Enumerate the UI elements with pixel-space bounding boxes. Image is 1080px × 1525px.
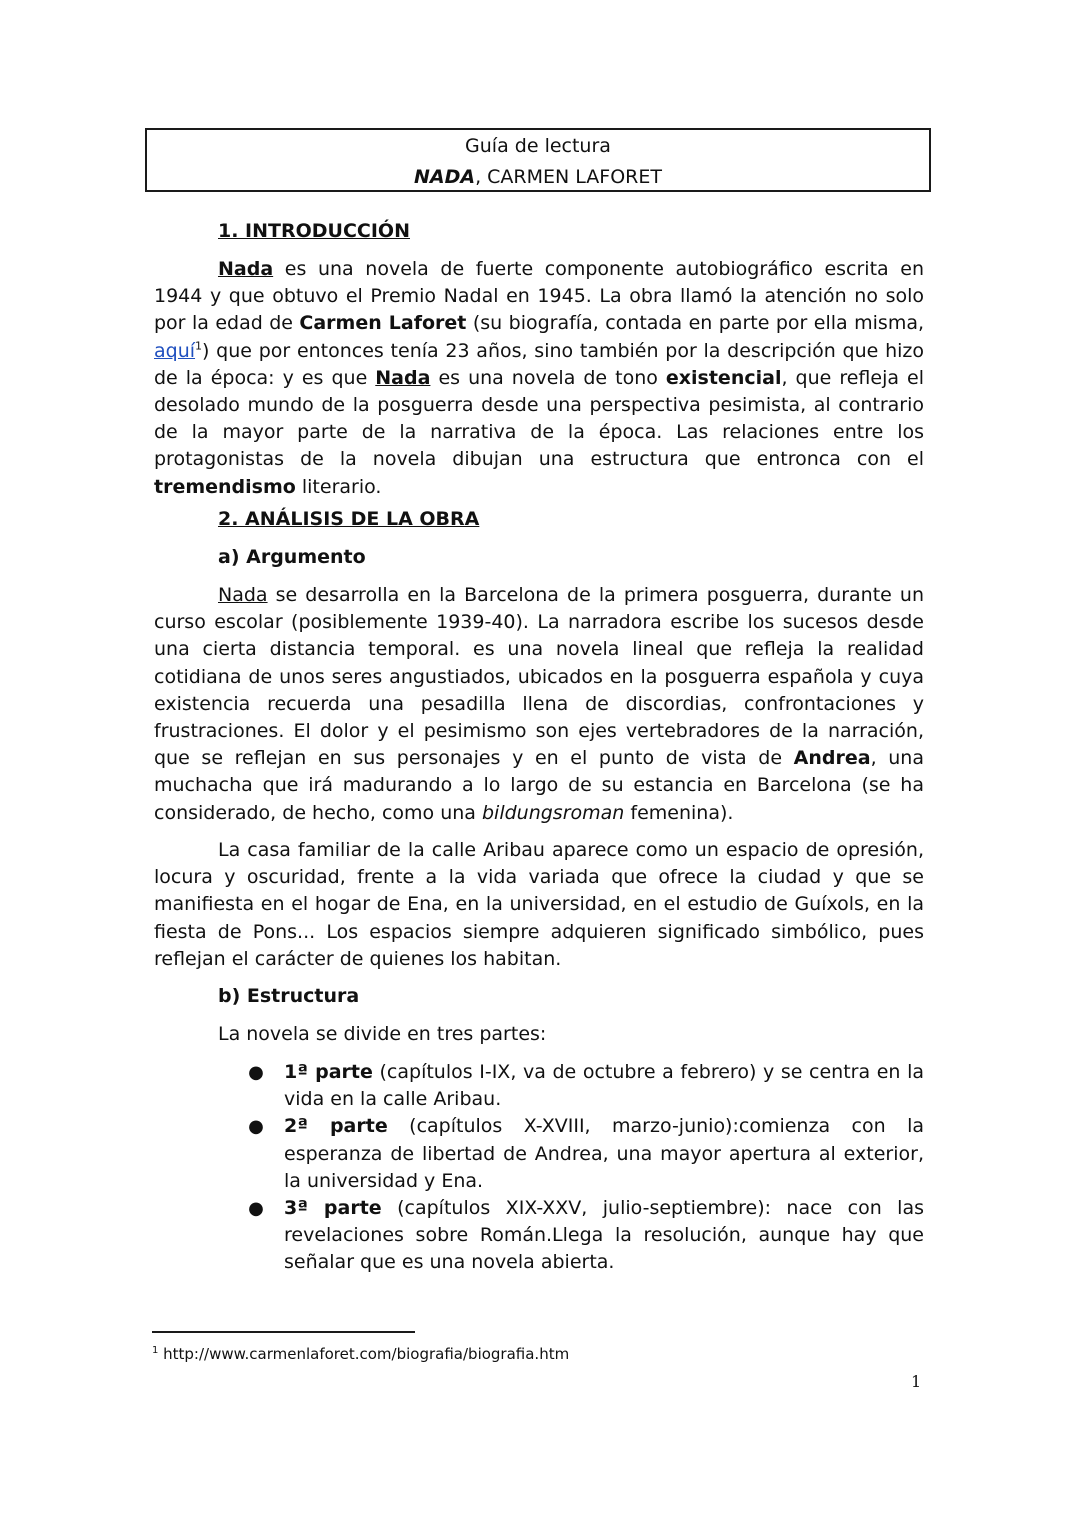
novel-title: Nada	[218, 258, 274, 280]
bullet-icon: ●	[248, 1116, 264, 1138]
text-span: se desarrolla en la Barcelona de la primera posguerra, durante un curso escolar (posiblemente 1939-40). La narradora escribe los sucesos desde una cierta distancia temporal. es una novela lineal que refleja la realidad cotidiana de unos seres angustiados, ubicados en la posguerra española y cuya existencia recuerda una pesadilla llena de discordias, confrontaciones y frustraciones. El dolor y el pesimismo son ejes vertebradores de la narración, que se reflejan en sus personajes y en el punto de vista de	[154, 584, 924, 770]
intro-paragraph	[154, 256, 924, 501]
text-span: es una novela de fuerte componente autobiográfico escrita en 1944 y que obtuvo el Premio Nadal en 1945. La obra llamó la atención no solo por la edad de	[154, 258, 924, 335]
term-bildungsroman: bildungsroman	[481, 801, 625, 824]
footnote-url[interactable]: http://www.carmenlaforet.com/biografia/biografia.htm	[158, 1345, 570, 1363]
bullet-icon: ●	[248, 1062, 264, 1083]
character-andrea: Andrea	[793, 747, 871, 770]
text-span: literario.	[295, 475, 382, 498]
footnote	[152, 1344, 569, 1364]
footnote-ref[interactable]: 1	[195, 339, 203, 353]
argument-paragraph	[154, 582, 924, 827]
novel-title: Nada	[375, 366, 431, 389]
part-label: 2ª parte	[284, 1115, 388, 1138]
list-item	[248, 1059, 924, 1113]
section-heading-introduccion: 1. INTRODUCCIÓN	[218, 220, 410, 242]
biography-link[interactable]: aquí	[154, 339, 196, 362]
book-author: , CARMEN LAFORET	[475, 166, 662, 188]
part-description: (capítulos X-XVIII, marzo-junio):comienza con la esperanza de libertad de Andrea, una mayor apertura al exterior, la universidad y Ena.	[284, 1115, 925, 1192]
part-description: (capítulos XIX-XXV, julio-septiembre): nace con las revelaciones sobre Román.Llega la resolución, aunque hay que señalar que es una novela abierta.	[284, 1197, 925, 1274]
text-span: , una muchacha que irá madurando a lo largo de su estancia en Barcelona (se ha considerado, de hecho, como una	[154, 747, 924, 824]
footnote-number: 1	[152, 1345, 159, 1356]
keyword-tremendismo: tremendismo	[154, 475, 296, 498]
keyword-existencial: existencial	[665, 366, 782, 389]
spaces-paragraph: La casa familiar de la calle Aribau aparece como un espacio de opresión, locura y oscuridad, frente a la vida variada que ofrece la ciudad y que se manifiesta en el hogar de Ena, en la universidad, en el estudio de Guíxols, en la fiesta de Pons... Los espacios siempre adquieren significado simbólico, pues reflejan el carácter de quienes los habitan.	[154, 839, 924, 970]
page-number: 1	[911, 1372, 922, 1391]
section-heading-analisis: 2. ANÁLISIS DE LA OBRA	[218, 508, 480, 530]
structure-intro: La novela se divide en tres partes:	[218, 1023, 547, 1045]
bullet-icon: ●	[248, 1198, 264, 1220]
text-span: es una novela de tono	[430, 366, 666, 389]
novel-title: Nada	[218, 584, 268, 606]
structure-list	[248, 1059, 924, 1277]
part-label: 3ª parte	[284, 1197, 382, 1220]
part-label: 1ª parte	[284, 1061, 373, 1083]
book-title: NADA	[413, 166, 476, 188]
text-span: , que refleja el desolado mundo de la posguerra desde una perspectiva pesimista, al contrario de la mayor parte de la narrativa de la época. Las relaciones entre los protagonistas de la novela dibujan una estructura que entronca con el	[154, 366, 924, 471]
text-span: femenina).	[624, 801, 734, 824]
list-item	[248, 1113, 924, 1195]
text-span: (su biografía, contada en parte por ella misma,	[466, 312, 925, 335]
part-description: (capítulos I-IX, va de octubre a febrero) y se centra en la vida en la calle Aribau.	[284, 1061, 924, 1111]
guide-label: Guía de lectura	[465, 135, 611, 157]
subheading-argumento: a) Argumento	[218, 546, 366, 568]
subheading-estructura: b) Estructura	[218, 985, 360, 1007]
title-box	[145, 128, 931, 192]
footnote-separator	[152, 1331, 415, 1333]
text-span: ) que por entonces tenía 23 años, sino también por la descripción que hizo de la época: y es que	[154, 339, 924, 389]
author-name: Carmen Laforet	[299, 312, 467, 335]
book-title-line	[147, 165, 929, 189]
list-item	[248, 1195, 924, 1277]
